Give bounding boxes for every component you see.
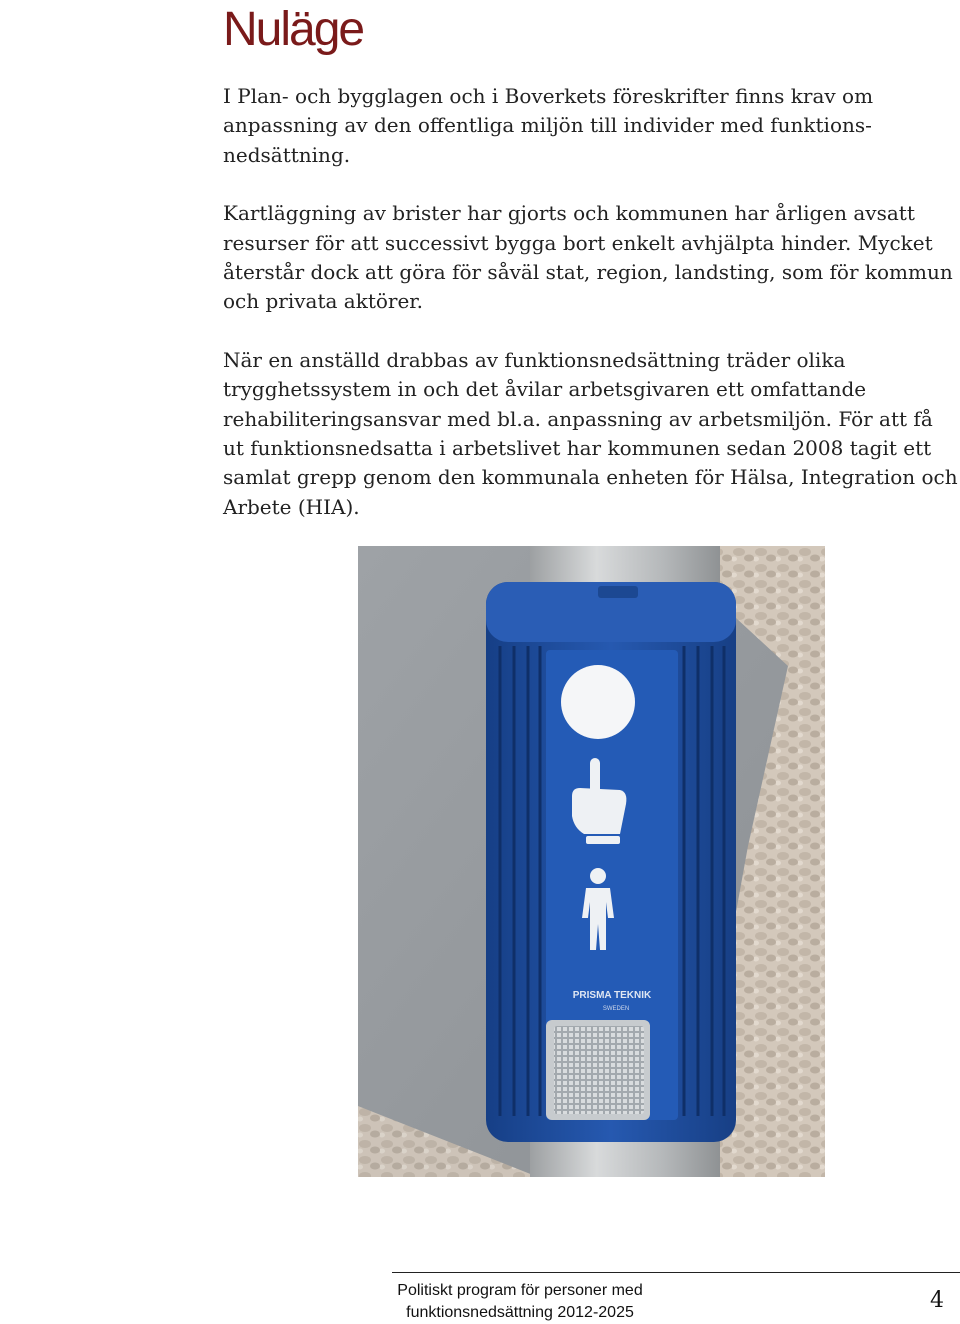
paragraph-3: När en anställd drabbas av funktionsnedsättning träder olika trygghetssystem in och det åvilar arbetsgivaren ett omfattande rehabiliteringsansvar med bl.a. anpassning av arbetsmiljön. För att få ut funktionsnedsatta i arbetslivet har kommunen sedan 2008 tagit ett samlat grepp genom den kommunala enheten för Hälsa, Integration och Arbete (HIA). (223, 347, 958, 519)
brand-logo-text: PRISMA TEKNIK (572, 990, 652, 1001)
box-top-slot (598, 586, 638, 598)
footer-text (370, 1280, 670, 1324)
page-number: 4 (930, 1288, 944, 1313)
paragraph-2: Kartläggning av brister har gjorts och kommunen har årligen avsatt resurser för att successivt bygga bort enkelt avhjälpta hinder. Mycket återstår dock att göra för såväl stat, region, landsting, som för kommun och privata aktörer. (223, 201, 953, 314)
footer-line-2: funktionsnedsättning 2012-2025 (406, 1304, 634, 1321)
pedestrian-button-photo (358, 546, 825, 1177)
footer-rule (392, 1272, 960, 1273)
tactile-push-button (554, 1026, 644, 1114)
signal-button-box (486, 582, 736, 1142)
body-text (223, 82, 958, 551)
brand-logo-subtext: SWEDEN (602, 1006, 630, 1012)
photo-illustration (358, 546, 825, 1177)
white-light-circle (561, 665, 635, 739)
footer-line-1: Politiskt program för personer med (397, 1282, 643, 1299)
page-title: Nuläge (223, 3, 364, 56)
paragraph-1: I Plan- och bygglagen och i Boverkets föreskrifter finns krav om anpassning av den offentliga miljön till individer med funktions- nedsättning. (223, 84, 874, 167)
